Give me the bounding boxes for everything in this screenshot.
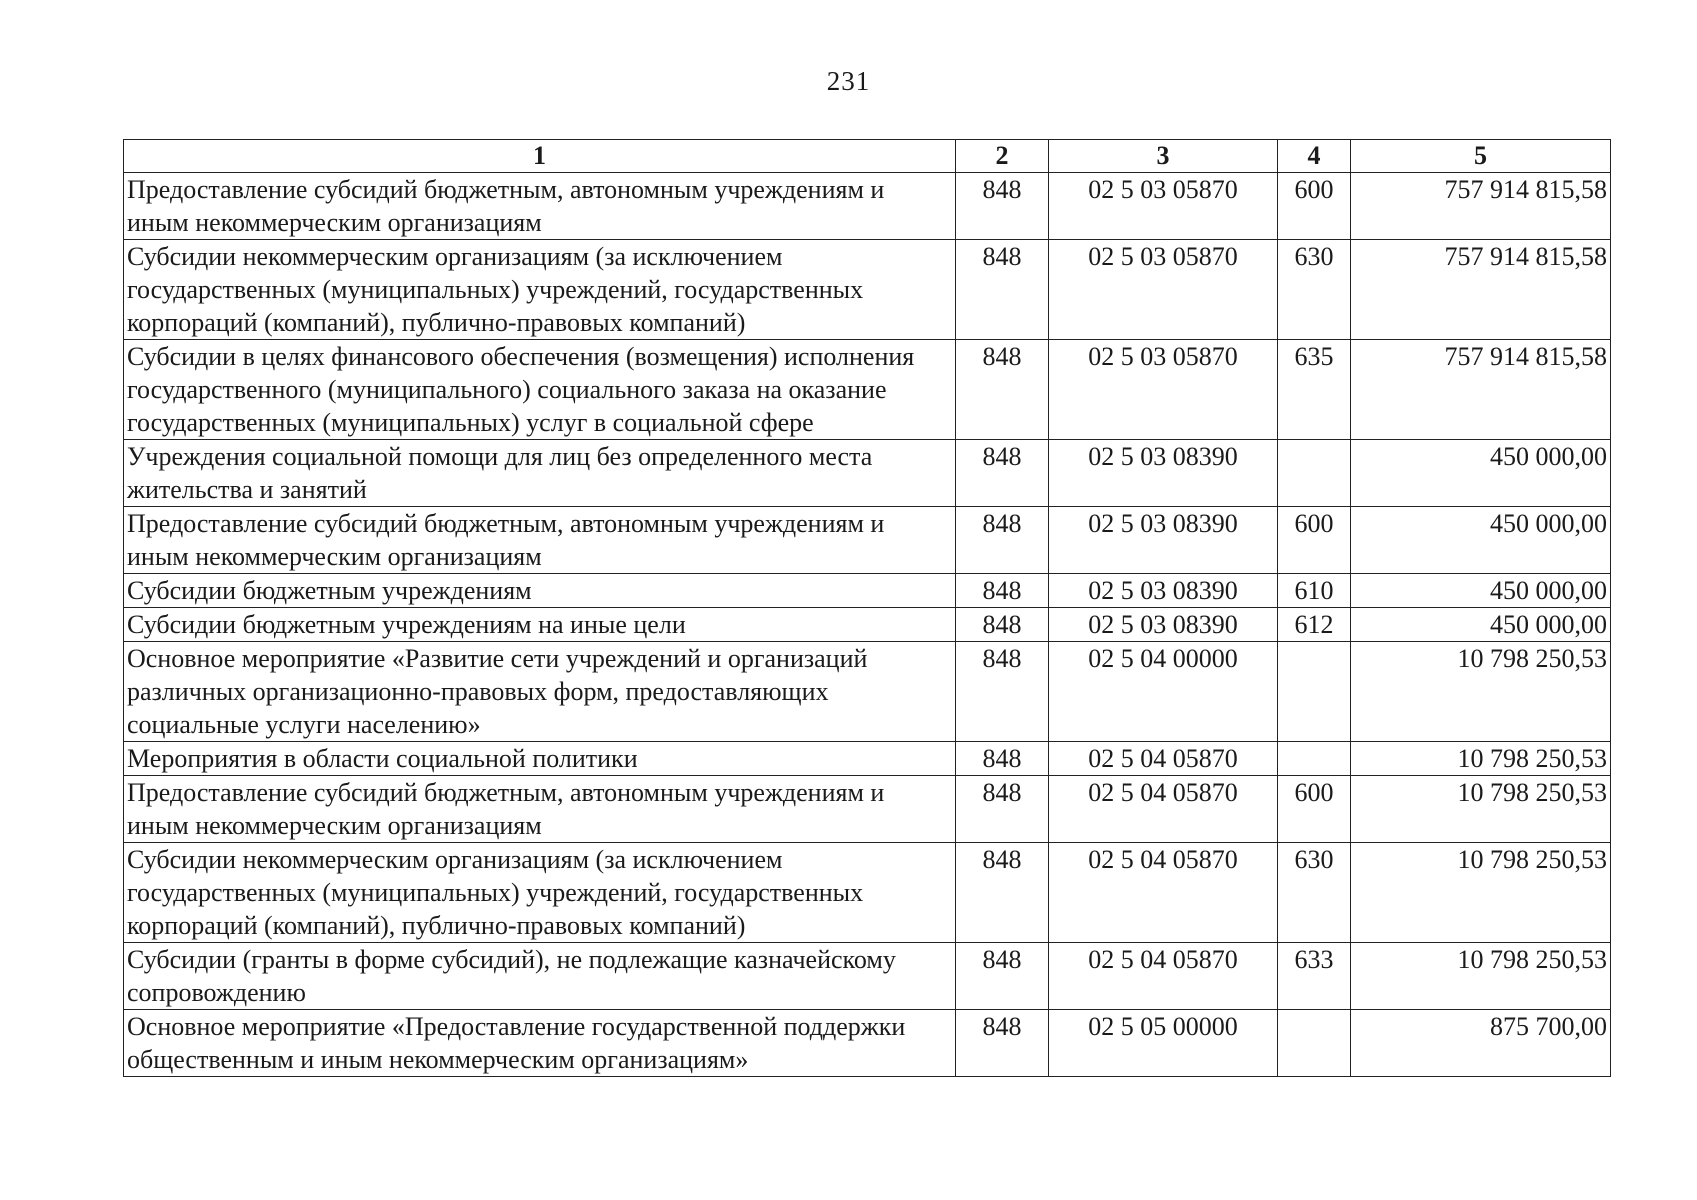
row-target-code: 02 5 03 05870 bbox=[1049, 173, 1278, 240]
row-target-code: 02 5 04 05870 bbox=[1049, 776, 1278, 843]
table-header-row bbox=[124, 140, 1611, 173]
row-amount: 875 700,00 bbox=[1351, 1010, 1611, 1077]
row-expense-type: 610 bbox=[1278, 574, 1351, 608]
row-target-code: 02 5 04 05870 bbox=[1049, 943, 1278, 1010]
row-name: Субсидии некоммерческим организациям (за исключением государственных (муниципальных) учреждений, государственных корпораций (компаний), публично-правовых компаний) bbox=[124, 240, 956, 340]
table-row bbox=[124, 943, 1611, 1010]
row-admin-code: 848 bbox=[956, 340, 1049, 440]
header-col-5: 5 bbox=[1351, 140, 1611, 173]
row-admin-code: 848 bbox=[956, 574, 1049, 608]
row-admin-code: 848 bbox=[956, 608, 1049, 642]
row-expense-type: 630 bbox=[1278, 843, 1351, 943]
row-expense-type bbox=[1278, 1010, 1351, 1077]
row-admin-code: 848 bbox=[956, 1010, 1049, 1077]
header-col-1: 1 bbox=[124, 140, 956, 173]
table-row bbox=[124, 507, 1611, 574]
row-target-code: 02 5 03 05870 bbox=[1049, 340, 1278, 440]
header-col-2: 2 bbox=[956, 140, 1049, 173]
row-target-code: 02 5 03 08390 bbox=[1049, 574, 1278, 608]
row-target-code: 02 5 04 05870 bbox=[1049, 742, 1278, 776]
budget-table bbox=[123, 139, 1611, 1077]
table-row bbox=[124, 642, 1611, 742]
table-row bbox=[124, 776, 1611, 843]
row-expense-type: 630 bbox=[1278, 240, 1351, 340]
row-name: Субсидии (гранты в форме субсидий), не подлежащие казначейскому сопровождению bbox=[124, 943, 956, 1010]
row-name: Основное мероприятие «Предоставление государственной поддержки общественным и иным некоммерческим организациям» bbox=[124, 1010, 956, 1077]
row-target-code: 02 5 05 00000 bbox=[1049, 1010, 1278, 1077]
row-admin-code: 848 bbox=[956, 742, 1049, 776]
row-amount: 450 000,00 bbox=[1351, 507, 1611, 574]
row-expense-type: 635 bbox=[1278, 340, 1351, 440]
page-number: 231 bbox=[826, 66, 871, 96]
row-target-code: 02 5 03 08390 bbox=[1049, 440, 1278, 507]
table-row bbox=[124, 440, 1611, 507]
row-admin-code: 848 bbox=[956, 440, 1049, 507]
row-name: Учреждения социальной помощи для лиц без определенного места жительства и занятий bbox=[124, 440, 956, 507]
table-row bbox=[124, 240, 1611, 340]
row-amount: 10 798 250,53 bbox=[1351, 642, 1611, 742]
row-amount: 450 000,00 bbox=[1351, 608, 1611, 642]
row-admin-code: 848 bbox=[956, 776, 1049, 843]
row-name: Субсидии бюджетным учреждениям bbox=[124, 574, 956, 608]
row-amount: 10 798 250,53 bbox=[1351, 943, 1611, 1010]
row-admin-code: 848 bbox=[956, 173, 1049, 240]
row-name: Основное мероприятие «Развитие сети учреждений и организаций различных организационно-правовых форм, предоставляющих социальные услуги населению» bbox=[124, 642, 956, 742]
table-row bbox=[124, 608, 1611, 642]
row-expense-type: 600 bbox=[1278, 507, 1351, 574]
row-admin-code: 848 bbox=[956, 642, 1049, 742]
row-expense-type: 600 bbox=[1278, 173, 1351, 240]
row-target-code: 02 5 03 05870 bbox=[1049, 240, 1278, 340]
row-expense-type bbox=[1278, 440, 1351, 507]
row-expense-type: 612 bbox=[1278, 608, 1351, 642]
row-amount: 10 798 250,53 bbox=[1351, 843, 1611, 943]
row-amount: 757 914 815,58 bbox=[1351, 173, 1611, 240]
table-row bbox=[124, 173, 1611, 240]
row-admin-code: 848 bbox=[956, 843, 1049, 943]
header-col-3: 3 bbox=[1049, 140, 1278, 173]
row-expense-type bbox=[1278, 642, 1351, 742]
row-amount: 450 000,00 bbox=[1351, 440, 1611, 507]
row-expense-type: 633 bbox=[1278, 943, 1351, 1010]
row-expense-type: 600 bbox=[1278, 776, 1351, 843]
row-amount: 10 798 250,53 bbox=[1351, 776, 1611, 843]
row-name: Предоставление субсидий бюджетным, автономным учреждениям и иным некоммерческим организациям bbox=[124, 173, 956, 240]
table-row bbox=[124, 340, 1611, 440]
row-expense-type bbox=[1278, 742, 1351, 776]
header-col-4: 4 bbox=[1278, 140, 1351, 173]
row-admin-code: 848 bbox=[956, 507, 1049, 574]
row-name: Предоставление субсидий бюджетным, автономным учреждениям и иным некоммерческим организациям bbox=[124, 776, 956, 843]
row-admin-code: 848 bbox=[956, 943, 1049, 1010]
row-amount: 757 914 815,58 bbox=[1351, 240, 1611, 340]
row-name: Предоставление субсидий бюджетным, автономным учреждениям и иным некоммерческим организациям bbox=[124, 507, 956, 574]
row-name: Субсидии в целях финансового обеспечения (возмещения) исполнения государственного (муниципального) социального заказа на оказание государственных (муниципальных) услуг в социальной сфере bbox=[124, 340, 956, 440]
row-admin-code: 848 bbox=[956, 240, 1049, 340]
row-amount: 450 000,00 bbox=[1351, 574, 1611, 608]
row-amount: 757 914 815,58 bbox=[1351, 340, 1611, 440]
row-amount: 10 798 250,53 bbox=[1351, 742, 1611, 776]
row-name: Мероприятия в области социальной политики bbox=[124, 742, 956, 776]
row-name: Субсидии некоммерческим организациям (за исключением государственных (муниципальных) учреждений, государственных корпораций (компаний), публично-правовых компаний) bbox=[124, 843, 956, 943]
row-target-code: 02 5 04 00000 bbox=[1049, 642, 1278, 742]
row-name: Субсидии бюджетным учреждениям на иные цели bbox=[124, 608, 956, 642]
row-target-code: 02 5 04 05870 bbox=[1049, 843, 1278, 943]
row-target-code: 02 5 03 08390 bbox=[1049, 608, 1278, 642]
table-row bbox=[124, 742, 1611, 776]
row-target-code: 02 5 03 08390 bbox=[1049, 507, 1278, 574]
table-row bbox=[124, 843, 1611, 943]
table-row bbox=[124, 1010, 1611, 1077]
table-row bbox=[124, 574, 1611, 608]
